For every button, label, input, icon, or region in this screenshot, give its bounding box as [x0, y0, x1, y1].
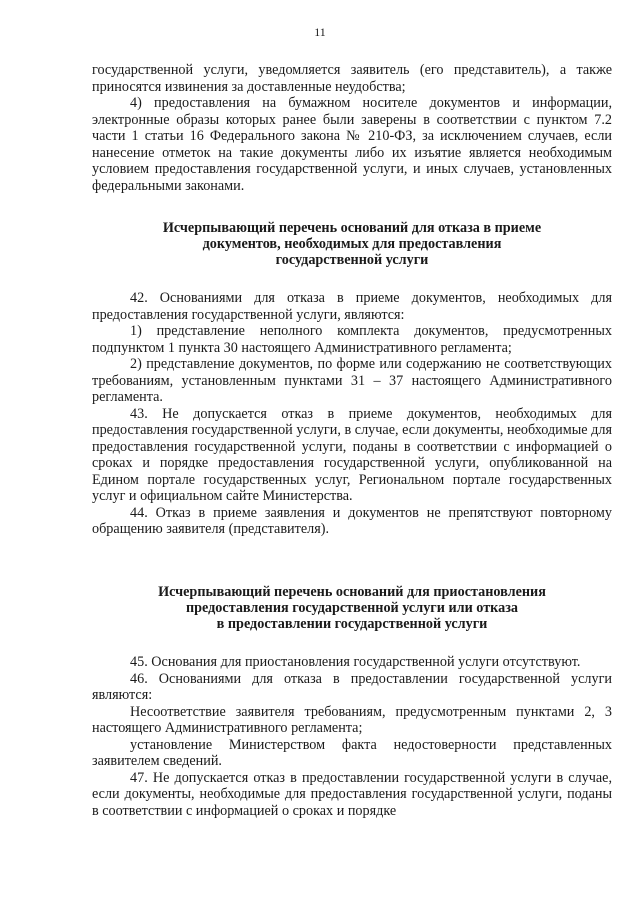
heading-line: документов, необходимых для предоставления [202, 236, 502, 252]
paragraph: 42. Основаниями для отказа в приеме документов, необходимых для предоставления государственной услуги, являются: [92, 290, 612, 323]
paragraph: Несоответствие заявителя требованиям, предусмотренным пунктами 2, 3 настоящего Административного регламента; [92, 703, 612, 736]
paragraph: 2) представление документов, по форме или содержанию не соответствующих требованиям, установленным пунктами 31 – 37 настоящего Административного регламента. [92, 356, 612, 405]
section-heading-suspension-refusal [92, 584, 612, 632]
paragraph: 46. Основаниями для отказа в предоставлении государственной услуги являются: [92, 670, 612, 703]
paragraph: 47. Не допускается отказ в предоставлении государственной услуги в случае, если документы, необходимые для предоставления государственной услуги, поданы в соответствии с информацией о сроках и порядке [92, 769, 612, 819]
heading-line: предоставления государственной услуги или отказа [185, 600, 519, 616]
text-block-items-45-47 [92, 654, 612, 819]
paragraph: 44. Отказ в приеме заявления и документов не препятствуют повторному обращению заявителя (представителя). [92, 504, 612, 537]
paragraph: 43. Не допускается отказ в приеме документов, необходимых для предоставления государственной услуги, в случае, если документы, необходимые для предоставления государственной услуги, поданы в соответствии с информацией о сроках и порядке предоставления государственной услуги, опубликованной на Едином портале государственных услуг, Региональном портале государственных услуг и официальном сайте Министерства. [92, 405, 612, 504]
heading-line: Исчерпывающий перечень оснований для приостановления [158, 584, 546, 600]
paragraph: установление Министерством факта недостоверности представленных заявителем сведений. [92, 736, 612, 769]
paragraph: 1) представление неполного комплекта документов, предусмотренных подпунктом 1 пункта 30 настоящего Административного регламента; [92, 323, 612, 356]
text-block-intro [92, 62, 612, 194]
paragraph: 45. Основания для приостановления государственной услуги отсутствуют. [130, 654, 581, 670]
text-block-items-42-44 [92, 290, 612, 538]
paragraph: государственной услуги, уведомляется заявитель (его представитель), а также приносятся извинения за доставленные неудобства; [92, 62, 612, 95]
page-number: 11 [314, 25, 326, 39]
heading-line: в предоставлении государственной услуги [216, 616, 488, 632]
heading-line: Исчерпывающий перечень оснований для отказа в приеме [162, 220, 542, 236]
section-heading-refusal-acceptance [92, 220, 612, 268]
heading-line: государственной услуги [275, 252, 429, 268]
paragraph: 4) предоставления на бумажном носителе документов и информации, электронные образы которых ранее были заверены в соответствии с пунктом 7.2 части 1 статьи 16 Федерального закона № 210-ФЗ, за исключением случаев, если нанесение отметок на такие документы либо их изъятие является необходимым условием предоставления государственной услуги, и иных случаев, установленных федеральными законами. [92, 95, 612, 194]
